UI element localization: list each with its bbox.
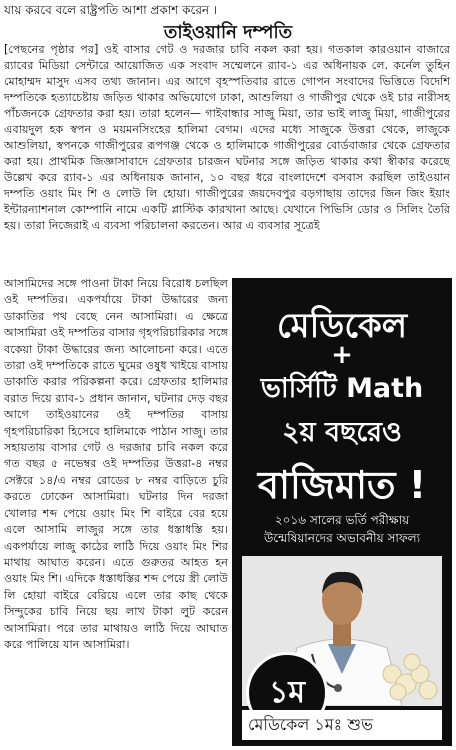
ad-footer-caption: মেডিকেল ১মঃ শুভ [242, 710, 442, 740]
rank-badge: ১ম [246, 652, 328, 734]
article-paragraph: আসামিদের সঙ্গে পাওনা টাকা নিয়ে বিরোধ চলছিল ওই দম্পতির। একপর্যায়ে টাকা উদ্ধারের জন্য ডাকাতির পথ বেছে নেন আসামিরা। এ ক্ষেত্রে আসামিরা ওই দম্পতির বাসার গৃহপরিচারিকার সঙ্গে বকেয়া টাকা উদ্ধারের জন্য আলোচনা করে। এতে তারা ওই দম্পতিকে রাতে ঘুমের ওষুধ খাইয়ে বাসায় ডাকাতি করার পরিকল্পনা করে। গ্রেফতার হালিমার বরাত দিয়ে র‌্যাব-১ প্রধান জানান, ঘটনার দেড় বছর আগে তাইওয়ানের ওই দম্পতির বাসায় গৃহপরিচারিকা হিসেবে হালিমাকে পাঠান সাজু। তার সহায়তায় বাসার গেট ও দরজার চাবি নকল করে গত বছর ৫ নভেম্বর ওই দম্পতির উত্তরা-৪ নম্বর সেক্টরে ১৪/এ নম্বর রোডের ৮ নম্বর বাড়িতে চুরি করতে ঢোকেন আসামিরা। ঘটনার দিন দরজা খোলার শব্দ পেয়ে ওয়াং মিং শি বাইরে বের হয়ে এলে আসামি লাজুর সঙ্গে তার ধস্তাধস্তি হয়। একপর্যায়ে লাজু কাঠের লাঠি দিয়ে ওয়াং মিং শির মাথায় আঘাত করেন। এতে গুরুতর আহত হন ওয়াং মিং শি। এদিকে ধস্তাধস্তির শব্দ পেয়ে স্ত্রী লোউ লি হোয়া বাইরে বেরিয়ে এলে তার কাছ থেকে সিন্দুকের চাবি নিয়ে ছয় লাখ টাকা লুট করেন আসামিরা। পরে তার মাথায়ও লাঠি দিয়ে আঘাত করে পালিয়ে যান আসামিরা। [4, 277, 228, 651]
ad-subline-success: উন্মেষিয়ানদের অভাবনীয় সাফল্য [263, 531, 421, 545]
ad-subline-exam: ২০১৬ সালের ভর্তি পরীক্ষায় [274, 513, 410, 527]
advertisement [232, 278, 452, 746]
ad-line-success: বাজিমাত ! [257, 463, 427, 507]
ad-line-varsity: ভার্সিটি Math [260, 373, 424, 404]
ad-line-medical: মেডিকেল [276, 306, 408, 346]
article-body-left [4, 276, 228, 653]
top-line: যায় করবে বলে রাষ্ট্রপতি আশা প্রকাশ করেন । [4, 3, 218, 17]
article-paragraph: [পেছনের পৃষ্ঠার পর] ওই বাসার গেট ও দরজার চাবি নকল করা হয়। গতকাল কারওয়ান বাজারে র‌্যাবের মিডিয়া সেন্টারে আয়োজিত এক সংবাদ সম্মেলনে র‌্যাব-১ এর অধিনায়ক লে. কর্নেল তুহিন মোহাম্মদ মাসুদ এসব তথ্য জানান। এর আগে বৃহস্পতিবার রাতে গোপন সংবাদের ভিত্তিতে বিদেশি দম্পতিকে হত্যাচেষ্টায় জড়িত থাকার অভিযোগে ঢাকা, আশুলিয়া ও গাজীপুর থেকে ওই চার নারীসহ পাঁচজনকে গ্রেফতার করা হয়। তারা হলেন— গাইবান্ধার সাজু মিয়া, তার ভাই লাজু মিয়া, গাজীপুরের এবায়দুল হক স্বপন ও ময়মনসিংহের হালিমা বেগম। এদের মধ্যে সাজুকে উত্তরা থেকে, লাজুকে আশুলিয়া, স্বপনকে গাজীপুরের রূপগঞ্জ থেকে ও হালিমাকে গাজীপুরের বোর্ডবাজার থেকে গ্রেফতার করা হয়। প্রাথমিক জিজ্ঞাসাবাদে গ্রেফতার চারজন ঘটনার সঙ্গে জড়িত থাকার কথা স্বীকার করেছে উল্লেখ করে র‌্যাব-১ এর অধিনায়ক জানান, ১০ বছর ধরে বাংলাদেশে বসবাস করছিল তাইওয়ান দম্পতি ওয়াং মিং শি ও লোউ লি হোয়া। গাজীপুরের জয়দেবপুর বড়গাছায় তাদের জিন জিং ইয়াং ইন্টারন্যাশনাল কোম্পানি নামে একটি প্লাস্টিক কারখানা আছে। যেখানে পিভিসি ডোর ও সিলিং তৈরি হয়। তারা নিজেরাই এ ব্যবসা পরিচালনা করতেন। আর এ ব্যবসার সূত্রেই [4, 43, 450, 232]
headline: তাইওয়ানি দম্পতি [163, 22, 293, 43]
article-body-full [4, 42, 450, 234]
ad-line-year: ২য় বছরেও [282, 417, 402, 448]
ad-plus: + [331, 340, 353, 370]
